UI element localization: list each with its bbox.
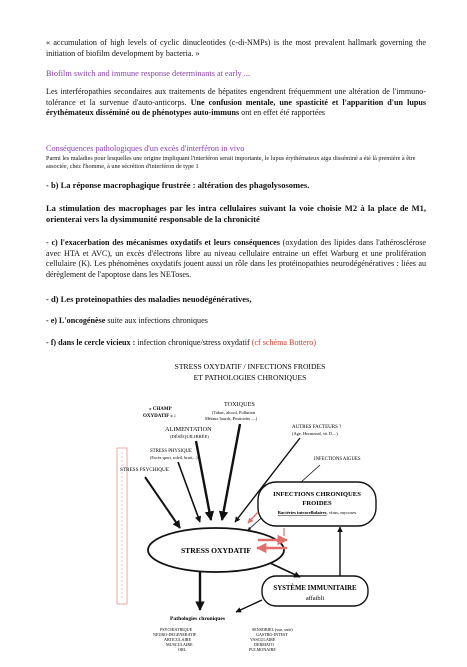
arrow-stress-psychique (145, 477, 180, 528)
section-e-heading: - e) L'oncogénèse (46, 316, 106, 325)
infections-aigues-label: INFECTIONS AIGUES (314, 457, 361, 462)
para1-end: ont en effet été rapportées (239, 108, 326, 118)
autres-facteurs-sub: (Age, Hormonal, vit D,...) (292, 431, 338, 436)
section-d-heading: - d) Les proteinopathies des maladies neuodégénératives, (46, 294, 252, 304)
path-right-2: GASTRO-INTEST (256, 632, 288, 637)
bottero-reference[interactable]: (cf schéma Bottero) (251, 338, 317, 347)
path-left-1: PSYCHIATRIQUE (160, 627, 193, 632)
intro-quote: « accumulation of high levels of cyclic dinucleotides (c-di-NMPs) is the most prevalent hallmark governing the initiation of biofilm development by bacteria. » (46, 38, 426, 58)
toxiques-sub1: (Tabac, alcool, Pollution (212, 410, 256, 415)
champ-label-1: « CHAMP (149, 407, 172, 412)
systeme-immunitaire-line1: SYSTÈME IMMUNITAIRE (273, 585, 357, 592)
toxiques-label: TOXIQUES (224, 401, 255, 408)
arrow-toxiques (222, 424, 240, 520)
path-left-4: MUSCULAIRE (166, 642, 193, 647)
stress-oxydatif-label: STRESS OXYDATIF (180, 546, 252, 555)
path-right-5: PULMONAIRE (249, 647, 276, 652)
toxiques-sub2: Métaux lourds, Pesticides ,...) (205, 416, 258, 421)
path-left-2: NEURO-DEGENERATIF (153, 632, 197, 637)
section-f-heading: - f) dans le cercle vicieux : (46, 338, 136, 347)
link-biofilm[interactable]: Biofilm switch and immune response determinants at early ... (46, 69, 250, 78)
section-c-heading: - c) l'exacerbation des mécanismes oxydatifs et leurs conséquences (46, 238, 280, 247)
arrow-immune-to-pathologies (236, 600, 262, 612)
stress-physique-sub: (Excès sport, soleil, bruit,...) (150, 455, 198, 460)
stress-physique-label: STRESS PHYSIQUE (150, 449, 192, 454)
alimentation-label: ALIMENTATION (165, 426, 212, 433)
para1-bold: Une confusion mentale, une spasticité et l'apparition d'un lupus érythémateux disséminé ou de phénotypes auto-immuns (46, 97, 427, 118)
link-interferon[interactable]: Conséquences pathologiques d'un excès d'interféron in vivo (46, 144, 245, 153)
red-arrow-diagonal (248, 512, 258, 523)
macrophage-paragraph: La stimulation des macrophages par les intra cellulaires suivant la voie choisie M2 à la place de M1, orienterai vers la dysimmunité responsable de la chronicité (46, 203, 426, 224)
infections-chroniques-line2: FROIDES (302, 500, 332, 507)
section-f-text: infection chronique/stress oxydatif (135, 338, 252, 347)
systeme-immunitaire-line2: affaibli (305, 595, 325, 602)
arrow-alimentation (196, 441, 211, 520)
pathologies-chroniques-label: Pathologies chroniques (170, 616, 226, 622)
path-left-5: ORL (178, 647, 187, 652)
arrow-stress-physique (178, 462, 200, 522)
diagram-title-line2: ET PATHOLOGIES CHRONIQUES (193, 373, 307, 382)
section-c-text: (oxydation des lipides dans l'athérosclérose avec HTA et AVC), un excès d'électrons libre au niveau cellulaire entraine un effet Warburg et une prolifération cellulaire (K). Les phénomènes oxydatifs jouent aussi un rôle dans les protéinopathies neurodégénératives : liées au dérèglement de l'apoptose dans les NEToses. (46, 238, 426, 279)
section-b-heading: - b) La réponse macrophagique frustrée : altération des phagolysosomes. (46, 180, 310, 190)
path-right-3: VASCULAIRE (250, 637, 276, 642)
diagram-title-line1: STRESS OXYDATIF / INFECTIONS FROIDES (174, 362, 326, 371)
path-right-1: SENSORIEL (vue, ouïe) (252, 627, 293, 632)
para1-normal: Les interféropathies secondaires aux traitements de hépatites engendrent fréquemment une altération de l'immuno-tolérance et la survenue d'auto-anticorps. (46, 87, 426, 107)
bacteries-bold: Bactéries intracellulaires (277, 510, 327, 515)
path-right-4: DERMATO (254, 642, 274, 647)
autres-facteurs-label: AUTRES FACTEURS ? (292, 425, 342, 430)
interferon-small-text: Parmi les maladies pour lesquelles une origine impliquant l'interféron serait importante, le lupus érythémateux aigu disséminé a été là première à être associée, chez l'homme, à une sécrétion d'interféron de type 1 (46, 155, 416, 171)
arrow-to-immune (270, 563, 300, 577)
section-e-text: suite aux infections chroniques (105, 316, 208, 325)
path-left-3: ARTICULAIRE (164, 637, 192, 642)
bacteries-rest: , virus, mycoses (326, 510, 357, 515)
stress-psychique-label: STRESS PSYCHIQUE (120, 467, 169, 473)
alimentation-sub: (DÉSÉQUILIBRÉE) (170, 434, 209, 439)
infections-chroniques-line1: INFECTIONS CHRONIQUES (273, 491, 361, 498)
champ-label-2: OXYDATIF » : (143, 414, 176, 419)
